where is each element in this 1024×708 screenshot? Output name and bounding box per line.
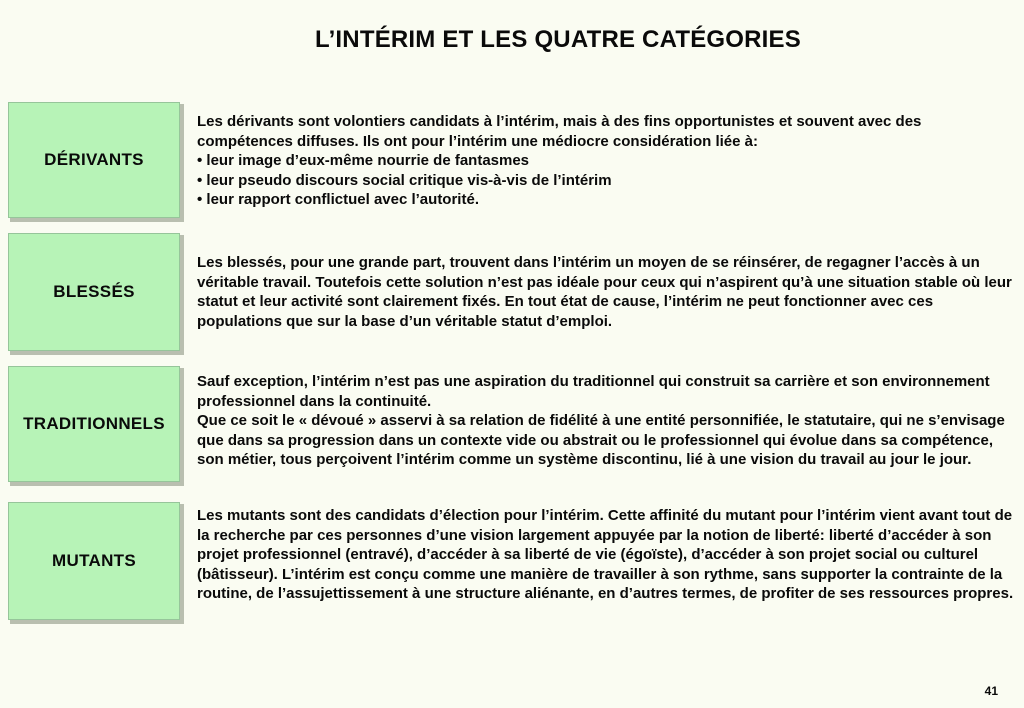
category-label: TRADITIONNELS [23,414,165,433]
category-paragraph: Les dérivants sont volontiers candidats à l’intérim, mais à des fins opportunistes et souvent avec des compétences diffuses. Ils ont pour l’intérim une médiocre considération liée à: [197,113,922,150]
page-title [0,26,1024,54]
category-paragraph: Les mutants sont des candidats d’élection pour l’intérim. Cette affinité du mutant pour l’intérim vient avant tout de la recherche par ces personnes d’une vision largement appuyée par la notion de liberté: liberté d’accéder à son projet professionnel (entravé), d’accéder à sa liberté de vie (égoïste), d’accéder à son projet social ou culturel (bâtisseur). L’intérim est conçu comme une manière de travailler à son rythme, sans supporter la contrainte de la routine, de l’assujettissement à une structure aliénante, en d’autres termes, de profiter de ses ressources propres. [197,507,1014,602]
category-label: BLESSÉS [53,282,135,301]
page-title-text: L’INTÉRIM ET LES QUATRE CATÉGORIES [315,26,801,53]
category-bullet: • leur pseudo discours social critique vis-à-vis de l’intérim [197,171,612,189]
category-description-mutants [197,506,1017,604]
category-bullet: • leur image d’eux-même nourrie de fantasmes [197,152,530,169]
category-box-traditionnels [8,366,180,482]
category-label: MUTANTS [52,551,136,570]
category-box-mutants [8,502,180,620]
category-box-derivants [8,102,180,218]
page-number: 41 [984,684,998,698]
category-paragraph: Que ce soit le « dévoué » asservi à sa relation de fidélité à une entité personnifiée, le statutaire, qui ne s’envisage que dans sa progression dans un contexte vide ou abstrait ou le professionnel qui évolue dans sa compétence, son métier, tous perçoivent l’intérim comme un système discontinu, lié à une vision du travail au jour le jour. [197,412,1005,468]
category-label: DÉRIVANTS [44,150,144,169]
category-bullet: • leur rapport conflictuel avec l’autorité. [197,191,479,208]
category-description-blesses [197,253,1017,331]
category-paragraph: Sauf exception, l’intérim n’est pas une aspiration du traditionnel qui construit sa carrière et son environnement professionnel dans la continuité. [197,373,990,410]
category-box-blesses [8,233,180,351]
category-description-traditionnels [197,372,1017,470]
category-description-derivants [197,112,1017,210]
category-paragraph: Les blessés, pour une grande part, trouvent dans l’intérim un moyen de se réinsérer, de regagner l’accès à un véritable travail. Toutefois cette solution n’est pas idéale pour ceux qui n’aspirent qu’à une situation stable où leur statut et leur activité sont clairement fixés. En tout état de cause, l’intérim ne peut fonctionner avec ces populations que sur la base d’un véritable statut d’emploi. [197,254,1012,330]
